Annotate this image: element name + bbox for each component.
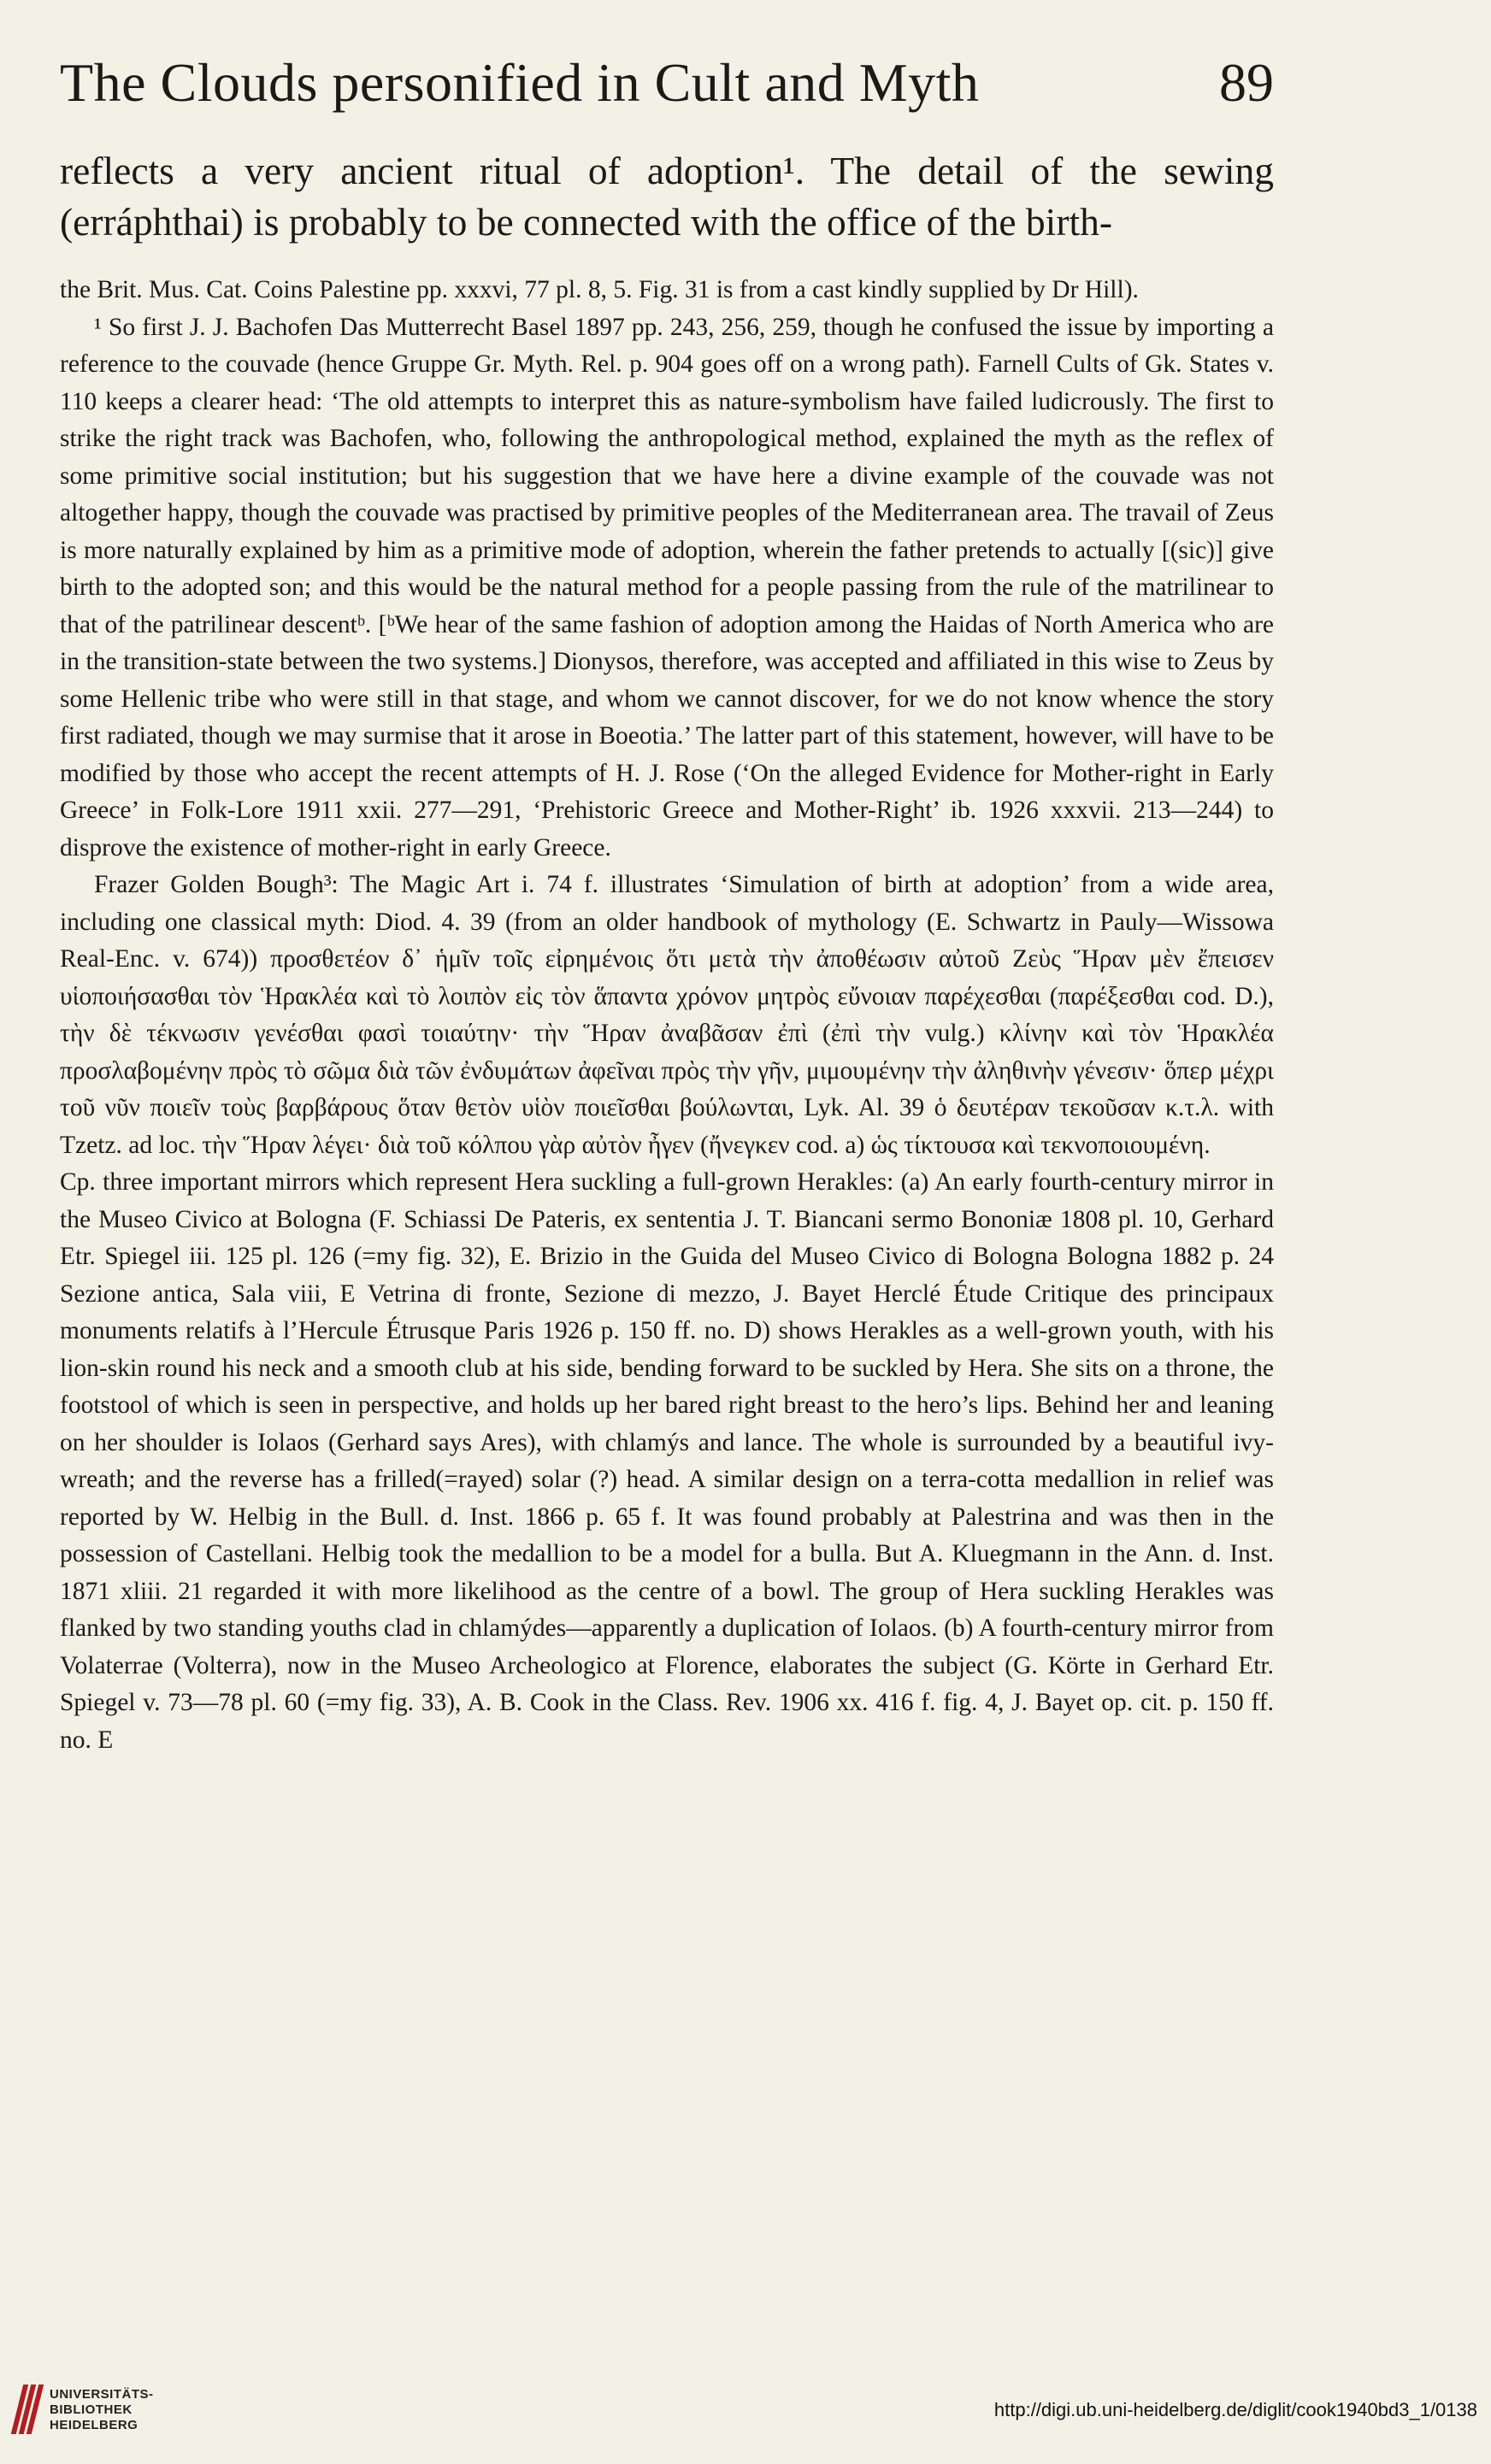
footnote-paragraph-frazer: Frazer Golden Bough³: The Magic Art i. 74 f. illustrates ‘Simulation of birth at adoption’ from a wide area, including one classical myth: Diod. 4. 39 (from an older handbook of mythology (E. Schwartz in Pauly—Wissowa Real-Enc. v. 674)) προσθετέον δ᾽ ἡμῖν τοῖς εἰρημένοις ὅτι μετὰ τὴν ἀποθέωσιν αὐτοῦ Ζεὺς Ἥραν μὲν ἔπεισεν υἱοποιήσασθαι τὸν Ἡρακλέα καὶ τὸ λοιπὸν εἰς τὸν ἅπαντα χρόνον μητρὸς εὔνοιαν παρέχεσθαι (παρέξεσθαι cod. D.), τὴν δὲ τέκνωσιν γενέσθαι φασὶ τοιαύτην· τὴν Ἥραν ἀναβᾶσαν ἐπὶ (ἐπὶ τὴν vulg.) κλίνην καὶ τὸν Ἡρακλέα προσλαβομένην πρὸς τὸ σῶμα διὰ τῶν ἐνδυμάτων ἀφεῖναι πρὸς τὴν γῆν, μιμουμένην τὴν ἀληθινὴν γένεσιν· ὅπερ μέχρι τοῦ νῦν ποιεῖν τοὺς βαρβάρους ὅταν θετὸν υἱὸν ποιεῖσθαι βούλωνται, Lyk. Al. 39 ὁ δευτέραν τεκοῦσαν κ.τ.λ. with Tzetz. ad loc. τὴν Ἥραν λέγει· διὰ τοῦ κόλπου γὰρ αὐτὸν ἦγεν (ἤνεγκεν cod. a) ὡς τίκτουσα καὶ τεκνοποιουμένη. xyxy=(60,871,1274,1159)
running-header xyxy=(60,51,1274,145)
main-text xyxy=(60,145,1274,248)
footnotes xyxy=(60,272,1274,1759)
page-footer xyxy=(15,2367,1477,2453)
main-paragraph: reflects a very ancient ritual of adoption¹. The detail of the sewing (erráphthai) is probably to be connected with the office of the birth- xyxy=(60,149,1274,244)
running-title: The Clouds personified in Cult and Myth xyxy=(60,52,980,113)
footnote-1: ¹ So first J. J. Bachofen Das Mutterrecht Basel 1897 pp. 243, 256, 259, though he confused the issue by importing a reference to the couvade (hence Gruppe Gr. Myth. Rel. p. 904 goes off on a wrong path). Farnell Cults of Gk. States v. 110 keeps a clearer head: ‘The old attempts to interpret this as nature-symbolism have failed ludicrously. The first to strike the right track was Bachofen, who, following the anthropological method, explained the myth as the reflex of some primitive social institution; but his suggestion that we have here a divine example of the couvade was not altogether happy, though the couvade was practised by primitive peoples of the Mediterranean area. The travail of Zeus is more naturally explained by him as a primitive mode of adoption, wherein the father pretends to actually [(sic)] give birth to the adopted son; and this would be the natural method for a people passing from the rule of the matrilinear to that of the patrilinear descentᵇ. [ᵇWe hear of the same fashion of adoption among the Haidas of North America who are in the transition-state between the two systems.] Dionysos, therefore, was accepted and affiliated in this wise to Zeus by some Hellenic tribe who were still in that stage, and whom we cannot discover, for we do not know whence the story first radiated, though we may surmise that it arose in Boeotia.’ The latter part of this statement, however, will have to be modified by those who accept the recent attempts of H. J. Rose (‘On the alleged Evidence for Mother-right in Early Greece’ in Folk-Lore 1911 xxii. 277—291, ‘Prehistoric Greece and Mother-Right’ ib. 1926 xxxvii. 213—244) to disprove the existence of mother-right in early Greece. xyxy=(60,313,1274,862)
library-logo xyxy=(15,2385,154,2436)
page-number: 89 xyxy=(1219,52,1274,113)
heidelberg-logo-icon xyxy=(15,2385,41,2436)
source-url-link[interactable]: http://digi.ub.uni-heidelberg.de/diglit/cook1940bd3_1/0138 xyxy=(993,2399,1477,2420)
page xyxy=(60,51,1274,1759)
footnote-continuation: the Brit. Mus. Cat. Coins Palestine pp. xxxvi, 77 pl. 8, 5. Fig. 31 is from a cast kindly supplied by Dr Hill). xyxy=(60,276,1139,303)
footnote-paragraph-mirrors: Cp. three important mirrors which represent Hera suckling a full-grown Herakles: (a) An early fourth-century mirror in the Museo Civico at Bologna (F. Schiassi De Pateris, ex sententia J. T. Biancani sermo Bononiæ 1808 pl. 10, Gerhard Etr. Spiegel iii. 125 pl. 126 (=my fig. 32), E. Brizio in the Guida del Museo Civico di Bologna Bologna 1882 p. 24 Sezione antica, Sala viii, E Vetrina di fronte, Sezione di mezzo, J. Bayet Herclé Étude Critique des principaux monuments relatifs à l’Hercule Étrusque Paris 1926 p. 150 ff. no. D) shows Herakles as a well-grown youth, with his lion-skin round his neck and a smooth club at his side, bending forward to be suckled by Hera. She sits on a throne, the footstool of which is seen in perspective, and holds up her bared right breast to the hero’s lips. Behind her and leaning on her shoulder is Iolaos (Gerhard says Ares), with chlamýs and lance. The whole is surrounded by a beautiful ivy-wreath; and the reverse has a frilled(=rayed) solar (?) head. A similar design on a terra-cotta medallion in relief was reported by W. Helbig in the Bull. d. Inst. 1866 p. 65 f. It was found probably at Palestrina and was then in the possession of Castellani. Helbig took the medallion to be a model for a bulla. But A. Kluegmann in the Ann. d. Inst. 1871 xliii. 21 regarded it with more likelihood as the centre of a bowl. The group of Hera suckling Herakles was flanked by two standing youths clad in chlamýdes—apparently a duplication of Iolaos. (b) A fourth-century mirror from Volaterrae (Volterra), now in the Museo Archeologico at Florence, elaborates the subject (G. Körte in Gerhard Etr. Spiegel v. 73—78 pl. 60 (=my fig. 33), A. B. Cook in the Class. Rev. 1906 xx. 416 f. fig. 4, J. Bayet op. cit. p. 150 ff. no. E xyxy=(60,1168,1274,1754)
library-name: UNIVERSITÄTS- BIBLIOTHEK HEIDELBERG xyxy=(50,2387,154,2432)
